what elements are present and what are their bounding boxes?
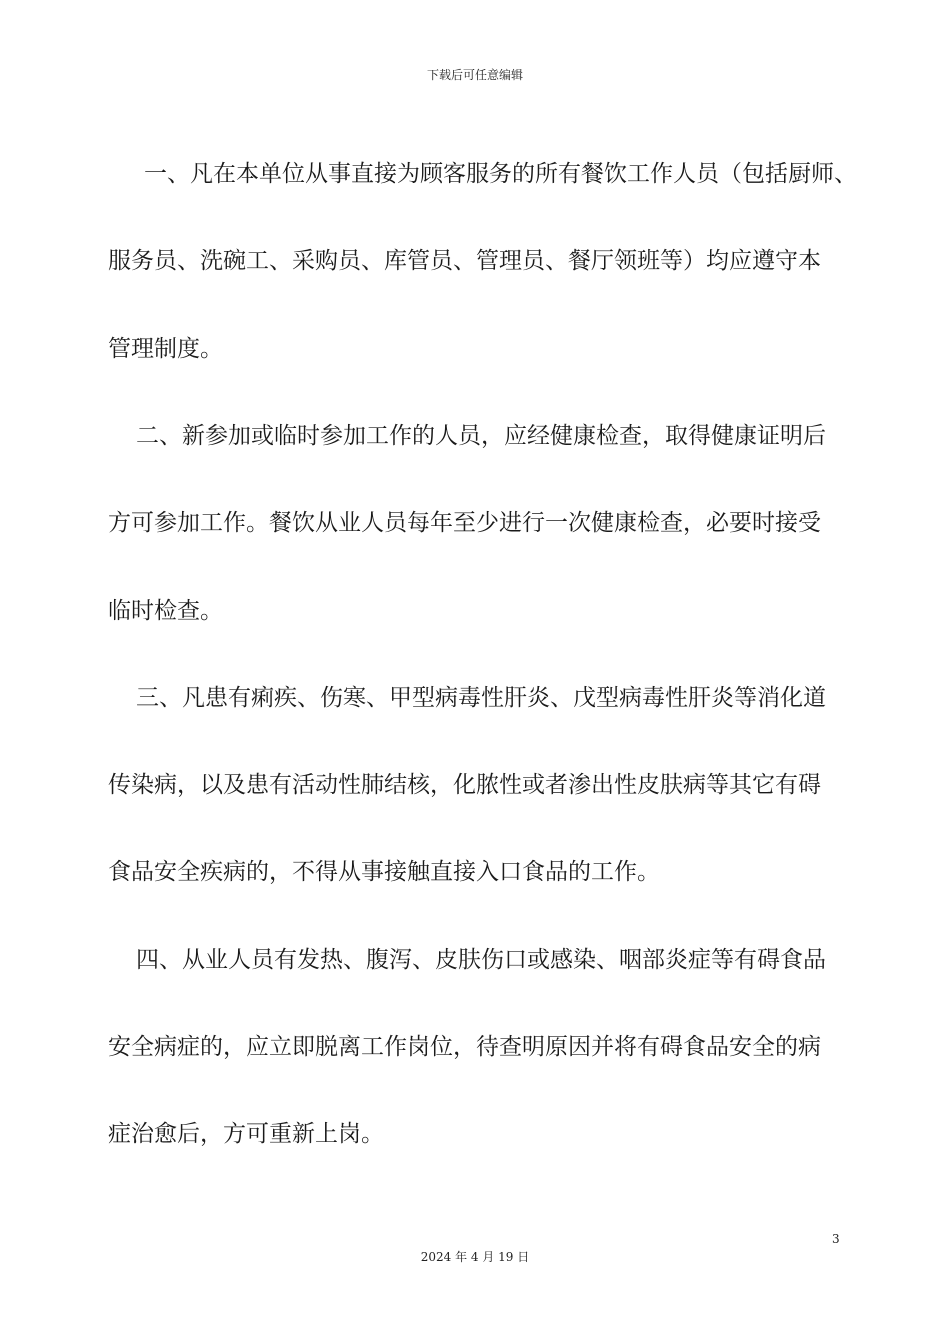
paragraph-2-line-3: 临时检查。	[108, 598, 223, 624]
paragraph-4-line-1: 四、从业人员有发热、腹泻、皮肤伤口或感染、咽部炎症等有碍食品	[136, 947, 826, 973]
paragraph-1-line-3: 管理制度。	[108, 336, 223, 362]
paragraph-4-line-3: 症治愈后，方可重新上岗。	[108, 1121, 384, 1147]
paragraph-2-line-1: 二、新参加或临时参加工作的人员，应经健康检查，取得健康证明后	[136, 423, 826, 449]
paragraph-1-line-2: 服务员、洗碗工、采购员、库管员、管理员、餐厅领班等）均应遵守本	[108, 248, 821, 274]
paragraph-1-line-1: 一、凡在本单位从事直接为顾客服务的所有餐饮工作人员（包括厨师、	[144, 161, 857, 187]
page-header: 下载后可任意编辑	[426, 68, 523, 82]
paragraph-4-line-2: 安全病症的，应立即脱离工作岗位，待查明原因并将有碍食品安全的病	[108, 1034, 821, 1060]
paragraph-3-line-3: 食品安全疾病的，不得从事接触直接入口食品的工作。	[108, 859, 660, 885]
paragraph-2-line-2: 方可参加工作。餐饮从业人员每年至少进行一次健康检查，必要时接受	[108, 510, 821, 536]
paragraph-3-line-2: 传染病，以及患有活动性肺结核，化脓性或者渗出性皮肤病等其它有碍	[108, 772, 821, 798]
paragraph-3-line-1: 三、凡患有痢疾、伤寒、甲型病毒性肝炎、戊型病毒性肝炎等消化道	[136, 685, 826, 711]
footer-date: 2024 年 4 月 19 日	[420, 1250, 530, 1264]
page-number: 3	[832, 1232, 840, 1246]
